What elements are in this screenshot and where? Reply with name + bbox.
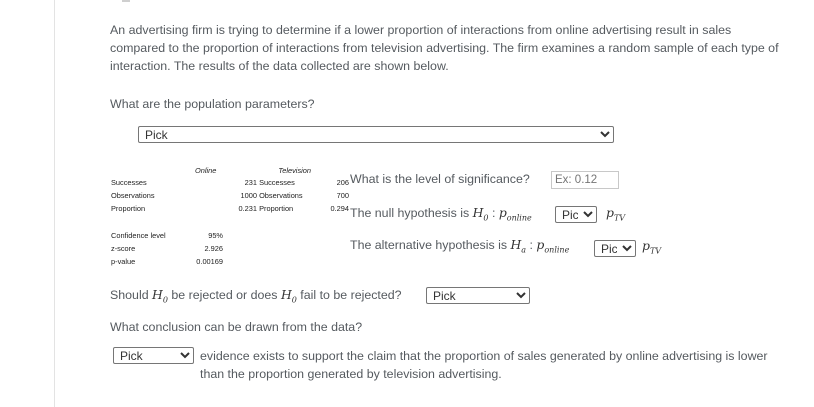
row-label-successes: Successes bbox=[111, 178, 147, 187]
online-successes: 231 Successes bbox=[244, 178, 295, 187]
alternative-hypothesis-ptv: $p_{TV}$ bbox=[642, 238, 662, 256]
alternative-hypothesis-select[interactable] bbox=[594, 240, 636, 257]
question-parameters: What are the population parameters? bbox=[110, 97, 315, 111]
online-observations: 1000 Observations bbox=[240, 191, 303, 200]
null-hypothesis-select[interactable] bbox=[555, 206, 597, 223]
pvalue-label: p-value bbox=[111, 257, 136, 266]
left-divider bbox=[54, 0, 55, 407]
header-television: Television bbox=[278, 165, 311, 175]
parameters-select[interactable] bbox=[138, 126, 614, 143]
tv-observations: 700 bbox=[336, 191, 349, 200]
confidence-label: Confidence level bbox=[111, 231, 166, 240]
evidence-select[interactable] bbox=[113, 347, 194, 364]
pvalue-value: 0.00169 bbox=[196, 257, 223, 266]
reject-select[interactable] bbox=[426, 287, 530, 304]
null-hypothesis: The null hypothesis is $H_0$ : $p_{online}$ bbox=[350, 205, 532, 223]
online-proportion: 0.231 Proportion bbox=[238, 204, 294, 213]
alternative-hypothesis: The alternative hypothesis is $H_a$ : $p_{online}$ bbox=[350, 237, 570, 255]
header-online: Online bbox=[195, 165, 217, 175]
zscore-value: 2.926 bbox=[204, 244, 223, 253]
null-hypothesis-ptv: $p_{TV}$ bbox=[606, 205, 626, 223]
row-label-observations: Observations bbox=[111, 191, 155, 200]
significance-input[interactable] bbox=[551, 171, 619, 189]
conclusion-question: What conclusion can be drawn from the data? bbox=[110, 320, 363, 334]
problem-statement: An advertising firm is trying to determine if a lower proportion of interactions from online advertising result in sales compared to the proportion of interactions from television advertising. The firm examines a random sample of each type of interaction. The results of the data collected are shown below. bbox=[110, 23, 779, 73]
confidence-value: 95% bbox=[208, 231, 223, 240]
significance-question: What is the level of significance? bbox=[350, 172, 530, 186]
reject-question: Should $H_0$ be rejected or does $H_0$ fail to be rejected? bbox=[110, 287, 402, 305]
test-results-table bbox=[109, 229, 225, 268]
tv-successes: 206 bbox=[336, 178, 349, 187]
top-mark bbox=[122, 0, 130, 2]
results-table bbox=[109, 164, 351, 215]
tv-proportion: 0.294 bbox=[330, 204, 349, 213]
row-label-proportion: Proportion bbox=[111, 204, 146, 213]
zscore-label: z-score bbox=[111, 244, 136, 253]
evidence-statement: evidence exists to support the claim that the proportion of sales generated by online advertising is lower than the proportion generated by television advertising. bbox=[200, 349, 768, 381]
